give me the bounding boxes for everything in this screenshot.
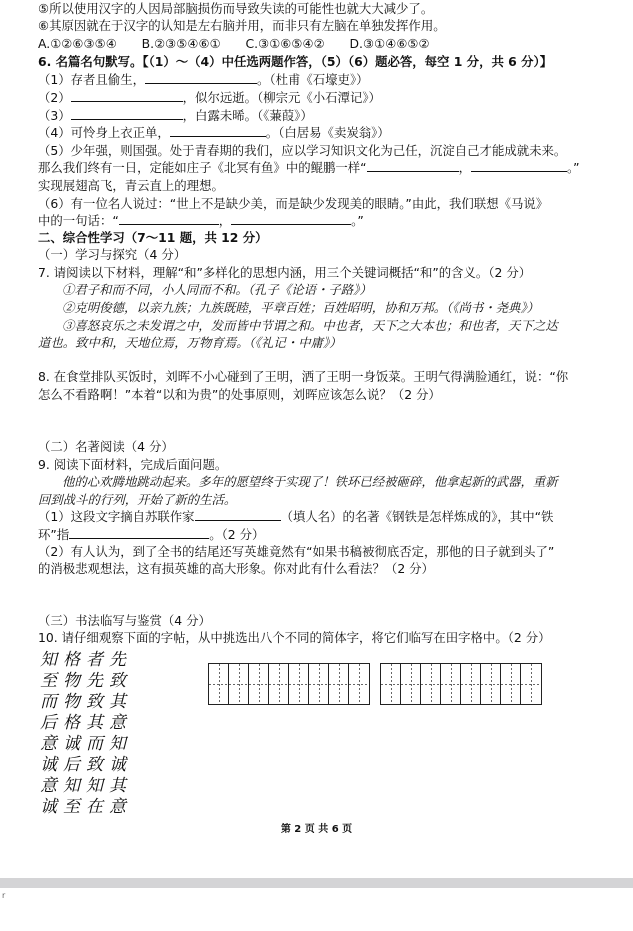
tianzige-group-right (380, 663, 542, 705)
calligraphy-char: 物 (63, 671, 80, 691)
question-6-heading: 6. 名篇名句默写。【（1）～（4）中任选两题作答，（5）（6）题必答，每空 1 分，共 6 分）】 (38, 54, 553, 69)
subsection-heading: （一）学习与探究（4 分） (38, 247, 187, 262)
scan-edge (0, 878, 633, 888)
calligraphy-char: 知 (109, 734, 126, 754)
tianzige-cell[interactable] (329, 664, 349, 704)
tianzige-cell[interactable] (209, 664, 229, 704)
question-9-part-2: （2）有人认为，到了全书的结尾还写英雄竟然有“如果书稿被彻底否定，那他的日子就到头了” (38, 544, 555, 559)
question-8: 8. 在食堂排队买饭时，刘晖不小心碰到了王明，洒了王明一身饭菜。王明气得满脸通红，说：“你 (38, 369, 569, 384)
calligraphy-char: 意 (40, 776, 57, 796)
calligraphy-char: 知 (86, 776, 103, 796)
fill-line: （1）这段文字摘自苏联作家 （填人名）的名著《钢铁是怎样炼成的》，其中“铁 (38, 509, 554, 524)
tianzige-cell[interactable] (229, 664, 249, 704)
answer-blank[interactable] (231, 212, 351, 225)
calligraphy-char: 者 (86, 650, 103, 670)
subsection-heading: （三）书法临写与鉴赏（4 分） (38, 613, 211, 628)
excerpt: 他的心欢腾地跳动起来。多年的愿望终于实现了！铁环已经被砸碎，他拿起新的武器，重新 (62, 474, 558, 489)
tianzige-cell[interactable] (521, 664, 541, 704)
tianzige-cell[interactable] (381, 664, 401, 704)
fill-line: 那么我们终有一日，定能如庄子《北冥有鱼》中的鲲鹏一样“ ， 。” (38, 160, 580, 175)
tianzige-cell[interactable] (461, 664, 481, 704)
fill-line: （1）存者且偷生， 。（杜甫《石壕吏》） (38, 72, 369, 87)
tianzige-cell[interactable] (309, 664, 329, 704)
calligraphy-char: 诚 (40, 755, 57, 775)
answer-blank[interactable] (195, 508, 281, 521)
calligraphy-char: 诚 (40, 797, 57, 817)
answer-options: A.①②⑥③⑤④ B.②③⑤④⑥① C.③①⑥⑤④② D.③①④⑥⑤② (38, 36, 430, 51)
calligraphy-char: 至 (40, 671, 57, 691)
subsection-heading: （二）名著阅读（4 分） (38, 439, 174, 454)
tianzige-cell[interactable] (421, 664, 441, 704)
calligraphy-char: 至 (63, 797, 80, 817)
fill-line: （2） ，似尔远逝。（柳宗元《小石潭记》） (38, 90, 381, 105)
question-10: 10. 请仔细观察下面的字帖，从中挑选出八个不同的简体字，将它们临写在田字格中。（2 分） (38, 630, 551, 645)
calligraphy-char: 格 (63, 650, 80, 670)
tianzige-cell[interactable] (441, 664, 461, 704)
excerpt-continued: 回到战斗的行列，开始了新的生活。 (38, 492, 237, 507)
fill-line: 中的一句话：“ ， 。” (38, 213, 364, 228)
calligraphy-model (40, 650, 140, 818)
corner-mark: r (2, 891, 6, 900)
calligraphy-char: 意 (109, 797, 126, 817)
calligraphy-char: 知 (63, 776, 80, 796)
calligraphy-char: 在 (86, 797, 103, 817)
fill-line: 环”指 。（2 分） (38, 527, 265, 542)
calligraphy-char: 先 (86, 671, 103, 691)
calligraphy-char: 诚 (109, 755, 126, 775)
tianzige-cell[interactable] (249, 664, 269, 704)
tianzige-cell[interactable] (481, 664, 501, 704)
question-9-part-2-continued: 的消极悲观想法，这有损英雄的高大形象。你对此有什么看法？（2 分） (38, 561, 434, 576)
answer-blank[interactable] (170, 124, 266, 137)
question-8-continued: 怎么不看路啊！”本着“以和为贵”的处事原则，刘晖应该怎么说？（2 分） (38, 387, 441, 402)
answer-blank[interactable] (69, 526, 209, 539)
calligraphy-char: 致 (86, 755, 103, 775)
text-line: ⑤所以使用汉字的人因局部脑损伤而导致失读的可能性也就大大减少了。 (38, 1, 434, 16)
quote-3: ③喜怒哀乐之未发谓之中，发而皆中节谓之和。中也者，天下之大本也；和也者，天下之达 (62, 318, 558, 333)
answer-blank[interactable] (119, 212, 219, 225)
answer-blank[interactable] (471, 159, 567, 172)
calligraphy-char: 而 (40, 692, 57, 712)
tianzige-grid (208, 663, 542, 705)
text-line: （6）有一位名人说过：“世上不是缺少美，而是缺少发现美的眼睛。”由此，我们联想《马说》 (38, 196, 549, 211)
tianzige-cell[interactable] (349, 664, 369, 704)
calligraphy-char: 致 (86, 692, 103, 712)
tianzige-cell[interactable] (501, 664, 521, 704)
calligraphy-char: 意 (109, 713, 126, 733)
calligraphy-char: 物 (63, 692, 80, 712)
text-line: 实现展翅高飞，青云直上的理想。 (38, 178, 224, 193)
calligraphy-char: 其 (109, 776, 126, 796)
answer-blank[interactable] (145, 71, 257, 84)
fill-line: （3） ，白露未晞。（《蒹葭》） (38, 108, 313, 123)
text-line: ⑥其原因就在于汉字的认知是左右脑并用，而非只有左脑在单独发挥作用。 (38, 18, 446, 33)
tianzige-cell[interactable] (289, 664, 309, 704)
fill-line: （4）可怜身上衣正单， 。（白居易《卖炭翁》） (38, 125, 390, 140)
calligraphy-char: 后 (40, 713, 57, 733)
answer-blank[interactable] (71, 107, 183, 120)
quote-1: ①君子和而不同，小人同而不和。（孔子《论语・子路》） (62, 282, 372, 297)
tianzige-cell[interactable] (269, 664, 289, 704)
tianzige-group-left (208, 663, 370, 705)
question-7: 7. 请阅读以下材料，理解“和”多样化的思想内涵，用三个关键词概括“和”的含义。（2 分） (38, 265, 532, 280)
calligraphy-char: 后 (63, 755, 80, 775)
calligraphy-char: 其 (109, 692, 126, 712)
calligraphy-char: 知 (40, 650, 57, 670)
answer-blank[interactable] (71, 89, 183, 102)
calligraphy-char: 其 (86, 713, 103, 733)
tianzige-cell[interactable] (401, 664, 421, 704)
calligraphy-char: 而 (86, 734, 103, 754)
quote-2: ②克明俊德，以亲九族；九族既睦，平章百姓；百姓昭明，协和万邦。（《尚书・尧典》） (62, 300, 540, 315)
text-line: （5）少年强，则国强。处于青春期的我们，应以学习知识文化为己任，沉淀自己才能成就未来。 (38, 143, 567, 158)
page-number: 第 2 页 共 6 页 (280, 824, 353, 835)
calligraphy-char: 诚 (63, 734, 80, 754)
calligraphy-char: 格 (63, 713, 80, 733)
answer-blank[interactable] (367, 159, 459, 172)
calligraphy-char: 先 (109, 650, 126, 670)
quote-3-continued: 道也。致中和，天地位焉，万物育焉。（《礼记・中庸》） (38, 335, 342, 350)
question-9: 9. 阅读下面材料，完成后面问题。 (38, 457, 228, 472)
calligraphy-char: 意 (40, 734, 57, 754)
section-2-heading: 二、综合性学习（7～11 题，共 12 分） (38, 230, 268, 245)
calligraphy-char: 致 (109, 671, 126, 691)
